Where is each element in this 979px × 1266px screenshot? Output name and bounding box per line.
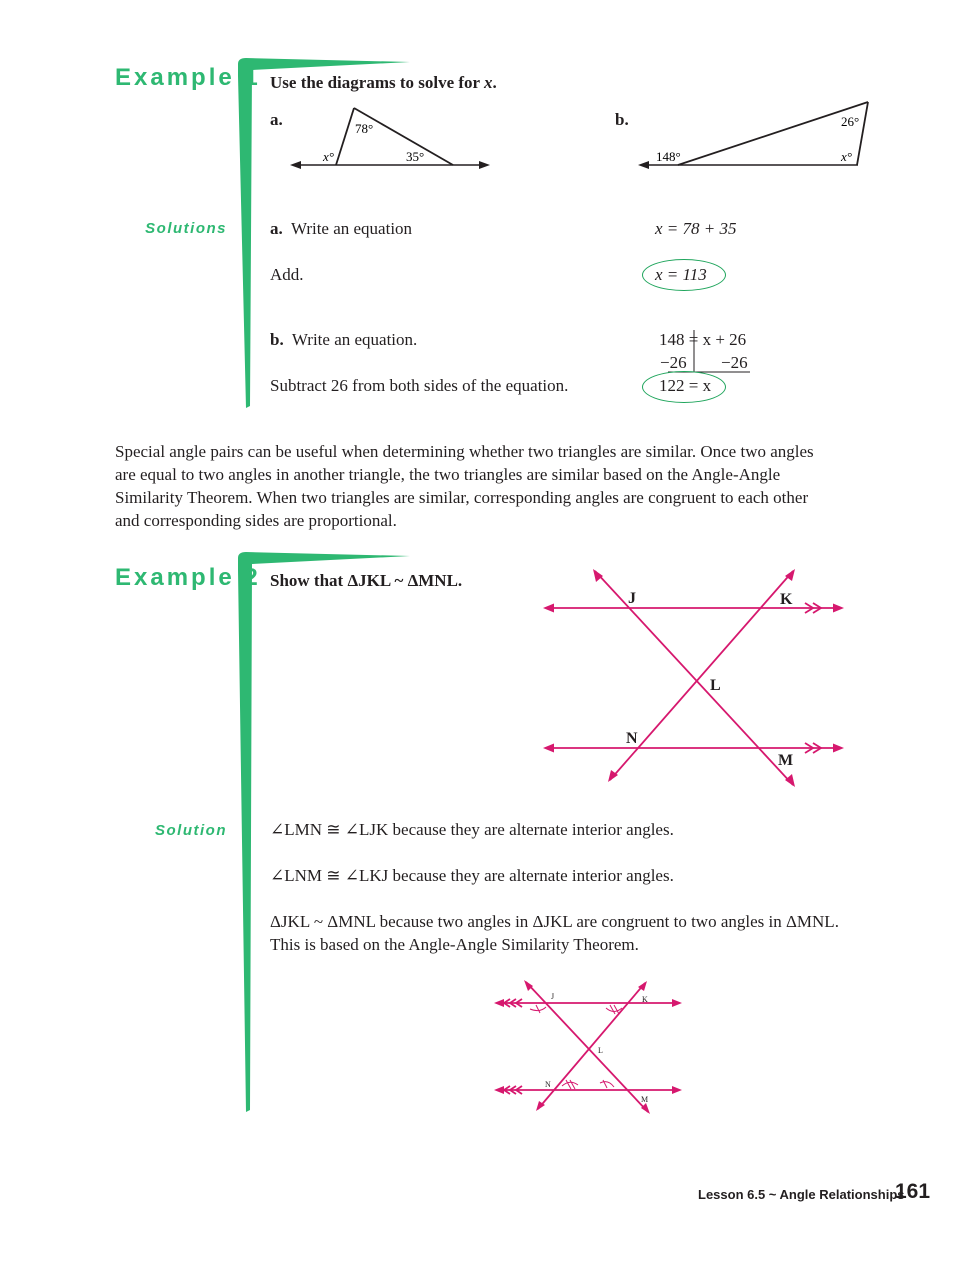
solution-b-sub-right: −26: [721, 353, 748, 372]
solutions-label: Solutions: [145, 220, 227, 237]
diagram-b: [630, 95, 875, 175]
solution-a-eq2: x = 113: [655, 265, 707, 284]
small-point-label-l: L: [598, 1046, 603, 1055]
solution-b-sub-left: −26: [660, 353, 687, 372]
diagram-a: [285, 100, 500, 180]
diagram-a-left-angle: x°: [323, 149, 334, 164]
small-point-label-j: J: [551, 992, 555, 1001]
explanation-paragraph: [115, 440, 905, 532]
diagram-a-right-angle: 35°: [406, 149, 425, 164]
point-label-j: J: [628, 590, 636, 607]
small-point-label-m: M: [641, 1095, 649, 1104]
solution-b-step1: b. Write an equation.: [270, 330, 418, 349]
solution-a-step1: a. Write an equation: [270, 219, 413, 238]
point-label-l: L: [710, 677, 721, 694]
diagram-b-label: b.: [615, 110, 629, 129]
diagram-b-top-angle: 26°: [841, 114, 860, 129]
transversal-diagram: [535, 562, 855, 797]
solution-b-eq1: 148 = x + 26: [659, 330, 747, 349]
diagram-b-exterior-angle: 148°: [656, 149, 681, 164]
point-label-k: K: [780, 591, 793, 608]
solution-label: Solution: [155, 822, 227, 839]
marked-transversal-diagram: [488, 975, 688, 1120]
page-number: 161: [895, 1180, 931, 1203]
diagram-b-right-angle: x°: [841, 149, 852, 164]
diagram-a-label: a.: [270, 110, 283, 129]
paragraph-line: Similarity Theorem. When two triangles are similar, corresponding angles are congruent to each other: [115, 488, 809, 507]
solution-line2: ∠LNM ≅ ∠LKJ because they are alternate interior angles.: [270, 866, 674, 885]
small-point-label-n: N: [545, 1080, 551, 1089]
solution-a-eq1: x = 78 + 35: [655, 219, 737, 238]
example2-title: Example 2: [115, 564, 261, 591]
paragraph-line: are equal to two angles in another triangle, the two triangles are similar based on the Angle-Angle: [115, 465, 781, 484]
example1-prompt: Use the diagrams to solve for x.: [270, 73, 497, 92]
small-point-label-k: K: [642, 995, 648, 1004]
solution-line3b: This is based on the Angle-Angle Similarity Theorem.: [270, 935, 639, 954]
point-label-m: M: [778, 752, 794, 769]
paragraph-line: and corresponding sides are proportional.: [115, 511, 397, 530]
example1-title: Example 1: [115, 64, 261, 91]
diagram-a-top-angle: 78°: [355, 121, 374, 136]
point-label-n: N: [626, 730, 638, 747]
footer-lesson: Lesson 6.5 ~ Angle Relationships: [698, 1187, 905, 1202]
solution-b-eq2: 122 = x: [659, 376, 712, 395]
paragraph-line: Special angle pairs can be useful when determining whether two triangles are similar. Once two angles: [115, 442, 814, 461]
solution-b-step2: Subtract 26 from both sides of the equation.: [270, 376, 569, 395]
solution-a-step2: Add.: [270, 265, 304, 284]
example2-prompt: Show that ΔJKL ~ ΔMNL.: [270, 571, 463, 590]
solution-line1: ∠LMN ≅ ∠LJK because they are alternate interior angles.: [270, 820, 674, 839]
solution-line3a: ΔJKL ~ ΔMNL because two angles in ΔJKL are congruent to two angles in ΔMNL.: [270, 912, 839, 931]
